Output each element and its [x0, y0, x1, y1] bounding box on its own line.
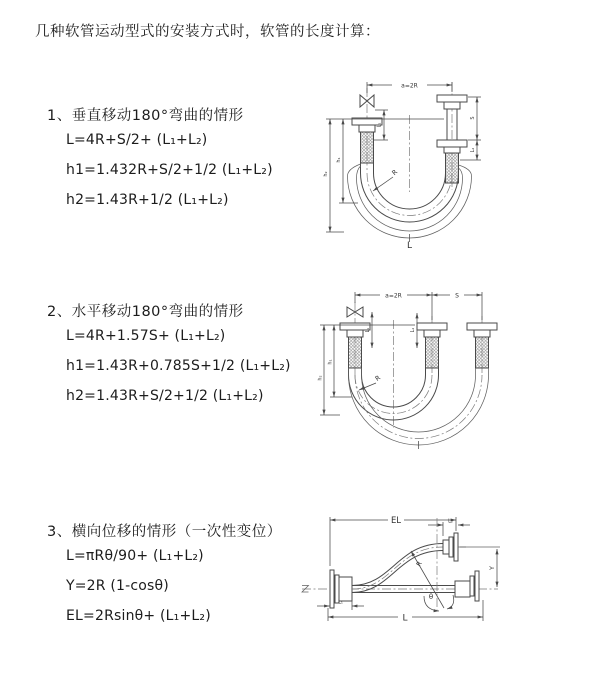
formula-line: L=πRθ/90+ (L₁+L₂) — [66, 548, 204, 564]
dim-l-label: L — [406, 241, 413, 251]
formula-line: h1=1.432R+S/2+1/2 (L₁+L₂) — [66, 162, 273, 178]
section-2-formulas — [47, 321, 291, 411]
dim-r-label: R — [373, 373, 383, 383]
flange-fitting — [455, 581, 470, 597]
flange-nut — [474, 330, 490, 337]
formula-line: L=4R+S/2+ (L₁+L₂) — [66, 132, 208, 148]
flange-nut — [424, 330, 440, 337]
dimension-l — [328, 600, 483, 624]
dim-h1-label: h₁ — [336, 157, 342, 163]
section-1-heading: 1、垂直移动180°弯曲的情形 — [47, 108, 244, 124]
dimension-a2r — [355, 292, 482, 320]
braided-hose-section — [476, 337, 489, 368]
section-horizontal-movement — [47, 300, 291, 411]
flange-plate — [475, 571, 479, 601]
dimension-s-l2-chain — [460, 97, 481, 160]
flange-nut — [444, 147, 460, 153]
dim-r-label: R — [414, 559, 424, 568]
diagram-vertical-180-bend — [300, 70, 600, 265]
dimension-l2 — [428, 519, 470, 537]
dim-r-label: R — [390, 168, 400, 178]
hose-u-bend-position2 — [349, 368, 489, 449]
braided-hose-section — [426, 337, 439, 368]
dim-y-label: Y — [488, 566, 496, 570]
dim-l2-label: L₂ — [411, 327, 416, 333]
flange-plate — [330, 570, 334, 608]
dim-s-label: S — [455, 292, 459, 300]
flange-plate — [437, 140, 467, 147]
dim-l1-label: L₁ — [376, 122, 383, 128]
section-3-formulas — [47, 541, 282, 631]
dim-l1-label: L₁ — [366, 327, 371, 333]
dim-s-label: S — [470, 116, 476, 120]
formula-line: h2=1.43R+S/2+1/2 (L₁+L₂) — [66, 388, 264, 404]
flange-fitting — [339, 577, 352, 601]
left-pipe — [340, 302, 370, 376]
braided-hose-section — [361, 132, 374, 163]
flange-plate — [470, 576, 474, 596]
left-pipe — [352, 88, 382, 170]
dim-h1-label: h₁ — [327, 359, 334, 365]
braided-hose-section — [446, 153, 459, 183]
flange-plate — [449, 537, 453, 557]
diagram-horizontal-180-bend — [300, 280, 600, 470]
dimension-s — [432, 293, 482, 300]
section-vertical-movement — [47, 104, 273, 215]
page-title: 几种软管运动型式的安装方式时，软管的长度计算： — [35, 24, 380, 40]
flange-fitting — [443, 540, 449, 554]
formula-line: h1=1.43R+0.785S+1/2 (L₁+L₂) — [66, 358, 291, 374]
dim-h2-label: h₂ — [317, 375, 324, 381]
dim-h2-label: h₂ — [323, 171, 329, 177]
flange-nut — [444, 102, 460, 109]
middle-pipe — [417, 316, 447, 376]
dim-theta-label: θ — [428, 593, 434, 601]
formula-line: h2=1.43R+1/2 (L₁+L₂) — [66, 192, 229, 208]
dim-l2-label: L₂ — [448, 518, 453, 525]
right-pipe — [467, 316, 497, 376]
section-2-heading: 2、水平移动180°弯曲的情形 — [47, 304, 244, 320]
right-flange — [455, 571, 479, 601]
dimension-l1 — [374, 110, 388, 140]
radius-leader — [411, 551, 444, 608]
formula-line: EL=2Rsinθ+ (L₁+L₂) — [66, 608, 211, 624]
dimension-h1-h2 — [318, 325, 416, 415]
diagram-lateral-displacement — [300, 500, 600, 670]
section-3-heading: 3、横向位移的情形（一次性变位） — [47, 524, 282, 540]
dim-l1-label: L₁ — [338, 599, 343, 606]
formula-line: L=4R+1.57S+ (L₁+L₂) — [66, 328, 226, 344]
angle-theta — [424, 518, 454, 612]
formula-line: Y=2R (1-cosθ) — [66, 578, 169, 594]
dimension-a2r — [367, 82, 452, 93]
flange-nut — [359, 125, 375, 132]
dim-l-label: L — [402, 613, 408, 624]
section-lateral-displacement — [47, 520, 282, 631]
section-1-formulas — [47, 125, 273, 215]
flange-nut — [347, 330, 363, 337]
dimension-l2 — [410, 313, 417, 348]
braided-hose-section — [349, 337, 362, 368]
dimension-l1 — [365, 312, 372, 348]
flange-plate — [454, 533, 458, 561]
dim-l2-label: L₂ — [470, 147, 476, 153]
flange-plate — [467, 323, 497, 330]
dimension-l1 — [317, 600, 364, 611]
dim-a2r-label: a=2R — [401, 82, 418, 90]
dim-a2r-label: a=2R — [385, 292, 402, 300]
flange-plate — [417, 323, 447, 330]
dim-el-label: EL — [390, 516, 402, 526]
flange-plate — [437, 95, 467, 102]
